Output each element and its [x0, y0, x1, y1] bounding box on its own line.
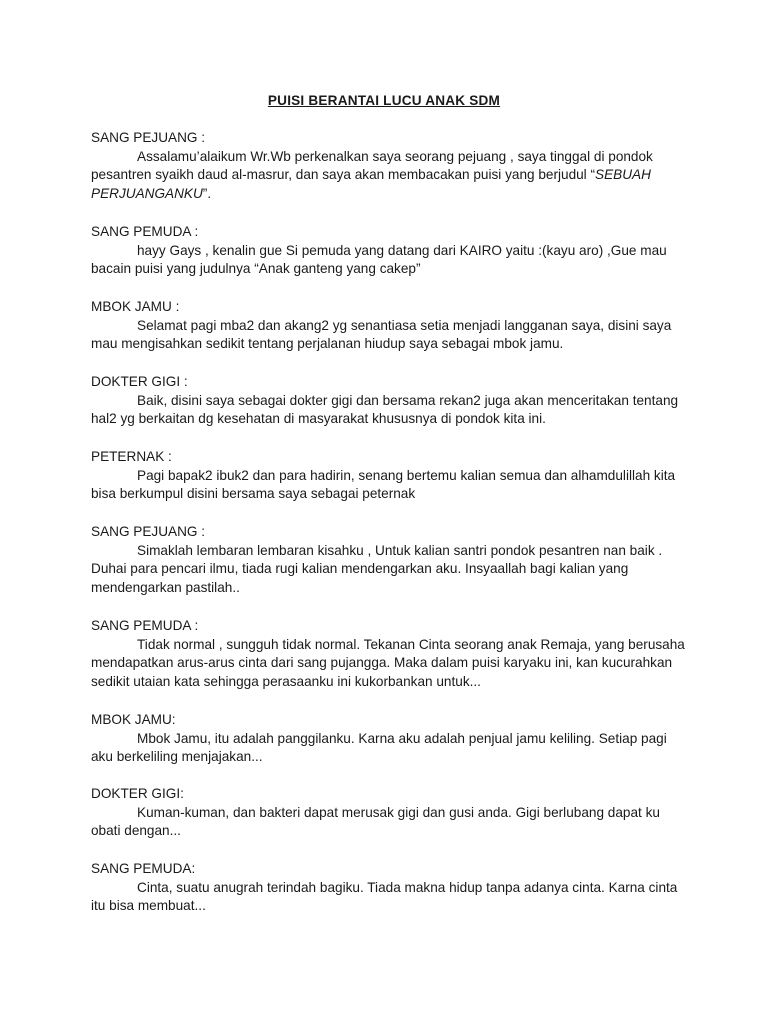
poem-section — [91, 711, 691, 767]
poem-section — [91, 298, 691, 354]
poem-section — [91, 860, 691, 916]
poem-section — [91, 223, 691, 279]
speaker-text: Cinta, suatu anugrah terindah bagiku. Tiada makna hidup tanpa adanya cinta. Karna cinta itu bisa membuat... — [91, 879, 678, 914]
speaker-text: Selamat pagi mba2 dan akang2 yg senantiasa setia menjadi langganan saya, disini saya mau mengisahkan sedikit tentang perjalanan hiudup saya sebagai mbok jamu. — [91, 317, 672, 352]
speaker-label: SANG PEJUANG : — [91, 524, 206, 539]
poem-section — [91, 617, 691, 691]
speaker-label: SANG PEJUANG : — [91, 130, 206, 145]
poem-section — [91, 523, 691, 597]
poem-section — [91, 129, 691, 203]
poem-section — [91, 373, 691, 429]
speaker-text: Tidak normal , sungguh tidak normal. Tekanan Cinta seorang anak Remaja, yang berusaha mendapatkan arus-arus cinta dari sang pujangga. Maka dalam puisi karyaku ini, kan kucurahkan sedikit utaian kata sehingga perasaanku ini kukorbankan untuk... — [91, 636, 685, 689]
speaker-label: DOKTER GIGI: — [91, 786, 184, 801]
speaker-text: Pagi bapak2 ibuk2 dan para hadirin, senang bertemu kalian semua dan alhamdulillah kita bisa berkumpul disini bersama saya sebagai peternak — [91, 467, 676, 502]
document-title: PUISI BERANTAI LUCU ANAK SDM — [267, 93, 501, 108]
speaker-label: DOKTER GIGI : — [91, 374, 188, 389]
speaker-label: PETERNAK : — [91, 449, 172, 464]
speaker-label: SANG PEMUDA : — [91, 618, 199, 633]
speaker-text: Mbok Jamu, itu adalah panggilanku. Karna aku adalah penjual jamu keliling. Setiap pagi aku berkeliling menjajakan... — [91, 730, 667, 765]
speaker-label: MBOK JAMU: — [91, 712, 176, 727]
poem-title-emphasis: SEBUAH PERJUANGANKU — [91, 167, 651, 201]
speaker-label: MBOK JAMU : — [91, 299, 180, 314]
speaker-text: Assalamu’alaikum Wr.Wb perkenalkan saya seorang pejuang , saya tinggal di pondok pesantren syaikh daud al-masrur, dan saya akan membacakan puisi yang berjudul “SEBUAH PERJUANGANKU”. — [91, 148, 653, 201]
poem-section — [91, 448, 691, 504]
poem-section — [91, 785, 691, 841]
speaker-text: hayy Gays , kenalin gue Si pemuda yang datang dari KAIRO yaitu :(kayu aro) ,Gue mau bacain puisi yang judulnya “Anak ganteng yang cakep” — [91, 242, 667, 277]
speaker-text: Simaklah lembaran lembaran kisahku , Untuk kalian santri pondok pesantren nan baik . Duhai para pencari ilmu, tiada rugi kalian mendengarkan aku. Insyaallah bagi kalian yang mendengarkan pastilah.. — [91, 542, 663, 595]
speaker-text: Baik, disini saya sebagai dokter gigi dan bersama rekan2 juga akan menceritakan tentang hal2 yg berkaitan dg kesehatan di masyarakat khususnya di pondok kita ini. — [91, 392, 679, 427]
speaker-label: SANG PEMUDA : — [91, 224, 199, 239]
speaker-text: Kuman-kuman, dan bakteri dapat merusak gigi dan gusi anda. Gigi berlubang dapat ku obati dengan... — [91, 804, 660, 839]
speaker-label: SANG PEMUDA: — [91, 861, 196, 876]
